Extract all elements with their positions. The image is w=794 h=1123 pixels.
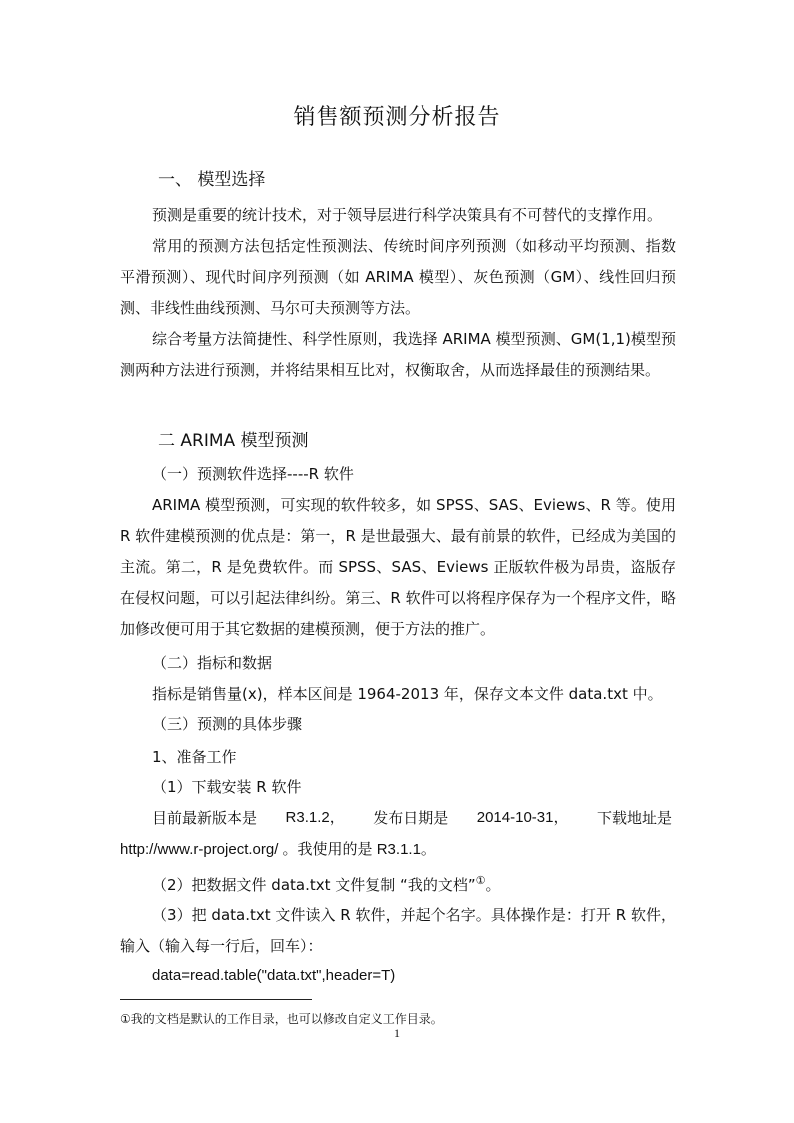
footnote-divider — [120, 999, 312, 1000]
step-download-r: （1）下载安装 R 软件 — [152, 778, 302, 796]
subheading-software: （一）预测软件选择----R 软件 — [152, 465, 354, 483]
version-text-2: 发布日期是 — [373, 809, 449, 827]
paragraph-choice: 综合考量方法简捷性、科学性原则，我选择 ARIMA 模型预测、GM(1,1)模型预测两种方法进行预测，并将结果相互比对，权衡取舍，从而选择最佳的预测结果。 — [120, 330, 676, 379]
step-copy-data — [152, 869, 500, 897]
code-line: data=read.table("data.txt",header=T) — [152, 967, 396, 984]
version-number: R3.1.2， — [285, 809, 345, 826]
paragraph-software: ARIMA 模型预测，可实现的软件较多，如 SPSS、SAS、Eviews、R 等。使用 R 软件建模预测的优点是：第一，R 是世最强大、最有前景的软件，已经成为美国的主流。第二，R 是免费软件。而 SPSS、SAS、Eviews 正版软件极为昂贵，盗版存在侵权问题，可以引起法律纠纷。第三、R 软件可以将程序保存为一个程序文件，略加修改便可用于其它数据的建模预测，便于方法的推广。 — [120, 496, 676, 638]
version-text-3: 下载地址是 — [596, 809, 672, 827]
footnote-reference: ① — [475, 874, 486, 887]
page-number: 1 — [394, 1026, 400, 1040]
step-prepare: 1、准备工作 — [152, 748, 237, 766]
step-copy-end: 。 — [485, 876, 501, 894]
subheading-steps: （三）预测的具体步骤 — [152, 715, 303, 733]
version-line — [152, 806, 672, 830]
page-title: 销售额预测分析报告 — [293, 105, 501, 130]
subheading-indicators: （二）指标和数据 — [152, 654, 273, 672]
paragraph-indicators: 指标是销售量(x)，样本区间是 1964-2013 年，保存文本文件 data.txt 中。 — [152, 685, 663, 703]
footnote-text: 我的文档是默认的工作目录，也可以修改自定义工作目录。 — [130, 1012, 443, 1026]
download-url-line: http://www.r-project.org/ 。我使用的是 R3.1.1。 — [120, 841, 436, 858]
step-copy-text: （2）把数据文件 data.txt 文件复制 “我的文档” — [152, 876, 476, 894]
footnote-mark: ① — [120, 1012, 131, 1026]
paragraph-intro: 预测是重要的统计技术，对于领导层进行科学决策具有不可替代的支撑作用。 — [152, 206, 663, 224]
section-heading-arima: 二 ARIMA 模型预测 — [158, 431, 309, 451]
release-date: 2014-10-31， — [476, 809, 569, 826]
version-text-1: 目前最新版本是 — [152, 809, 258, 827]
paragraph-methods: 常用的预测方法包括定性预测法、传统时间序列预测（如移动平均预测、指数平滑预测）、现代时间序列预测（如 ARIMA 模型）、灰色预测（GM）、线性回归预测、非线性曲线预测、马尔可夫预测等方法。 — [120, 237, 676, 317]
paragraph-read-data: （3）把 data.txt 文件读入 R 软件，并起个名字。具体操作是：打开 R 软件，输入（输入每一行后，回车）： — [120, 906, 676, 955]
section-heading-model-selection: 一、 模型选择 — [158, 170, 266, 190]
